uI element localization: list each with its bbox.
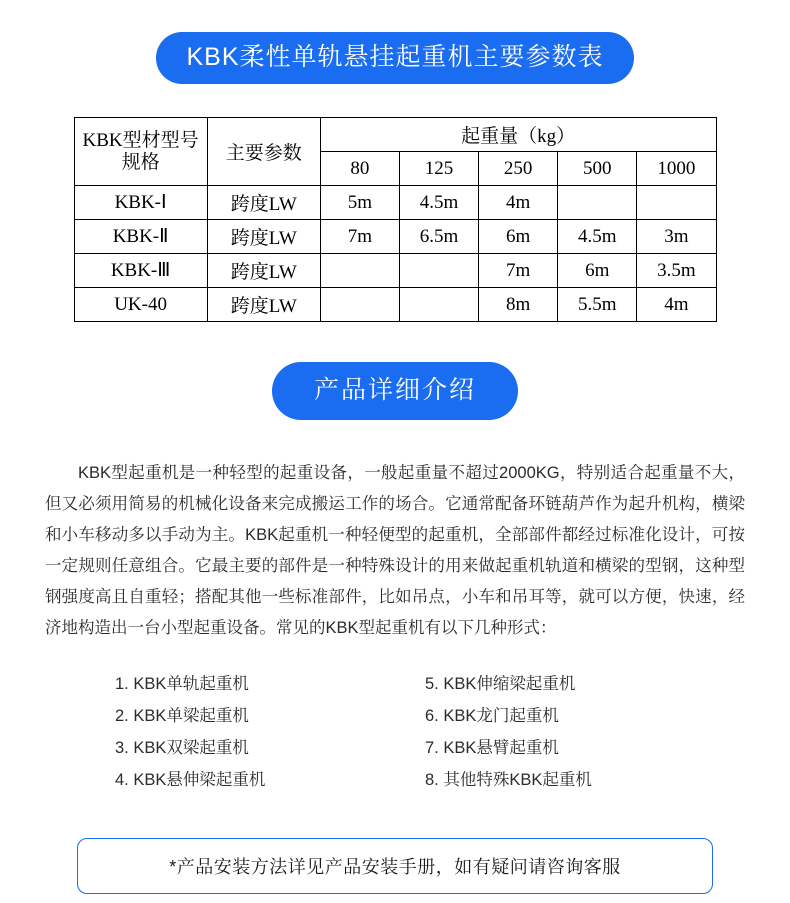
installation-note-text: *产品安装方法详见产品安装手册，如有疑问请咨询客服 — [169, 857, 621, 877]
row-param: 跨度LW — [207, 254, 320, 288]
list-item: 7. KBK悬臂起重机 — [425, 739, 559, 757]
row-model: KBK-Ⅱ — [74, 220, 207, 254]
row-value: 6m — [479, 220, 558, 254]
installation-note-box — [77, 838, 713, 894]
list-item: 8. 其他特殊KBK起重机 — [425, 771, 592, 789]
crane-types-list — [75, 668, 715, 796]
row-value — [399, 288, 478, 322]
list-item: 3. KBK双梁起重机 — [115, 739, 249, 757]
table-row — [74, 254, 716, 288]
row-value: 6m — [558, 254, 637, 288]
row-value: 8m — [479, 288, 558, 322]
table-row — [74, 220, 716, 254]
row-value: 5.5m — [558, 288, 637, 322]
list-item: 1. KBK单轨起重机 — [115, 675, 249, 693]
table-header-capacity-500: 500 — [558, 152, 637, 186]
table-header-capacity-1000: 1000 — [637, 152, 716, 186]
list-item: 6. KBK龙门起重机 — [425, 707, 559, 725]
list-item: 4. KBK悬伸梁起重机 — [115, 771, 266, 789]
crane-types-left-column — [75, 668, 395, 796]
table-header-row-1 — [74, 118, 716, 152]
section-title: 产品详细介绍 — [272, 362, 518, 420]
row-value — [637, 186, 716, 220]
row-value: 5m — [320, 186, 399, 220]
row-value: 4.5m — [399, 186, 478, 220]
parameter-table — [74, 117, 717, 322]
table-header-capacity-250: 250 — [479, 152, 558, 186]
row-param: 跨度LW — [207, 220, 320, 254]
table-row — [74, 288, 716, 322]
list-item: 5. KBK伸缩梁起重机 — [425, 675, 576, 693]
table-header-capacity-125: 125 — [399, 152, 478, 186]
row-value: 7m — [320, 220, 399, 254]
crane-types-right-column — [395, 668, 715, 796]
row-value: 3m — [637, 220, 716, 254]
row-param: 跨度LW — [207, 186, 320, 220]
table-header-capacity: 起重量（kg） — [320, 118, 716, 152]
title-banner-container — [0, 0, 790, 84]
list-item: 2. KBK单梁起重机 — [115, 707, 249, 725]
row-value: 4m — [637, 288, 716, 322]
row-value — [320, 254, 399, 288]
row-param: 跨度LW — [207, 288, 320, 322]
table-header-capacity-80: 80 — [320, 152, 399, 186]
row-value: 6.5m — [399, 220, 478, 254]
row-model: KBK-Ⅲ — [74, 254, 207, 288]
table-header-model: KBK型材型号规格 — [74, 118, 207, 186]
row-value: 3.5m — [637, 254, 716, 288]
page-title: KBK柔性单轨悬挂起重机主要参数表 — [156, 32, 633, 84]
table-header-param: 主要参数 — [207, 118, 320, 186]
row-model: KBK-Ⅰ — [74, 186, 207, 220]
row-value — [558, 186, 637, 220]
row-value: 4m — [479, 186, 558, 220]
row-model: UK-40 — [74, 288, 207, 322]
parameter-table-container — [74, 117, 717, 322]
section-pill-container — [0, 362, 790, 420]
row-value — [320, 288, 399, 322]
table-row — [74, 186, 716, 220]
row-value — [399, 254, 478, 288]
row-value: 7m — [479, 254, 558, 288]
description-paragraph: KBK型起重机是一种轻型的起重设备，一般起重量不超过2000KG，特别适合起重量不大，但又必须用简易的机械化设备来完成搬运工作的场合。它通常配备环链葫芦作为起升机构，横梁和小车移动多以手动为主。KBK起重机一种轻便型的起重机，全部部件都经过标准化设计，可按一定规则任意组合。它最主要的部件是一种特殊设计的用来做起重机轨道和横梁的型钢，这种型钢强度高且自重轻；搭配其他一些标准部件，比如吊点，小车和吊耳等，就可以方便，快速，经济地构造出一台小型起重设备。常见的KBK型起重机有以下几种形式： — [45, 464, 745, 637]
row-value: 4.5m — [558, 220, 637, 254]
